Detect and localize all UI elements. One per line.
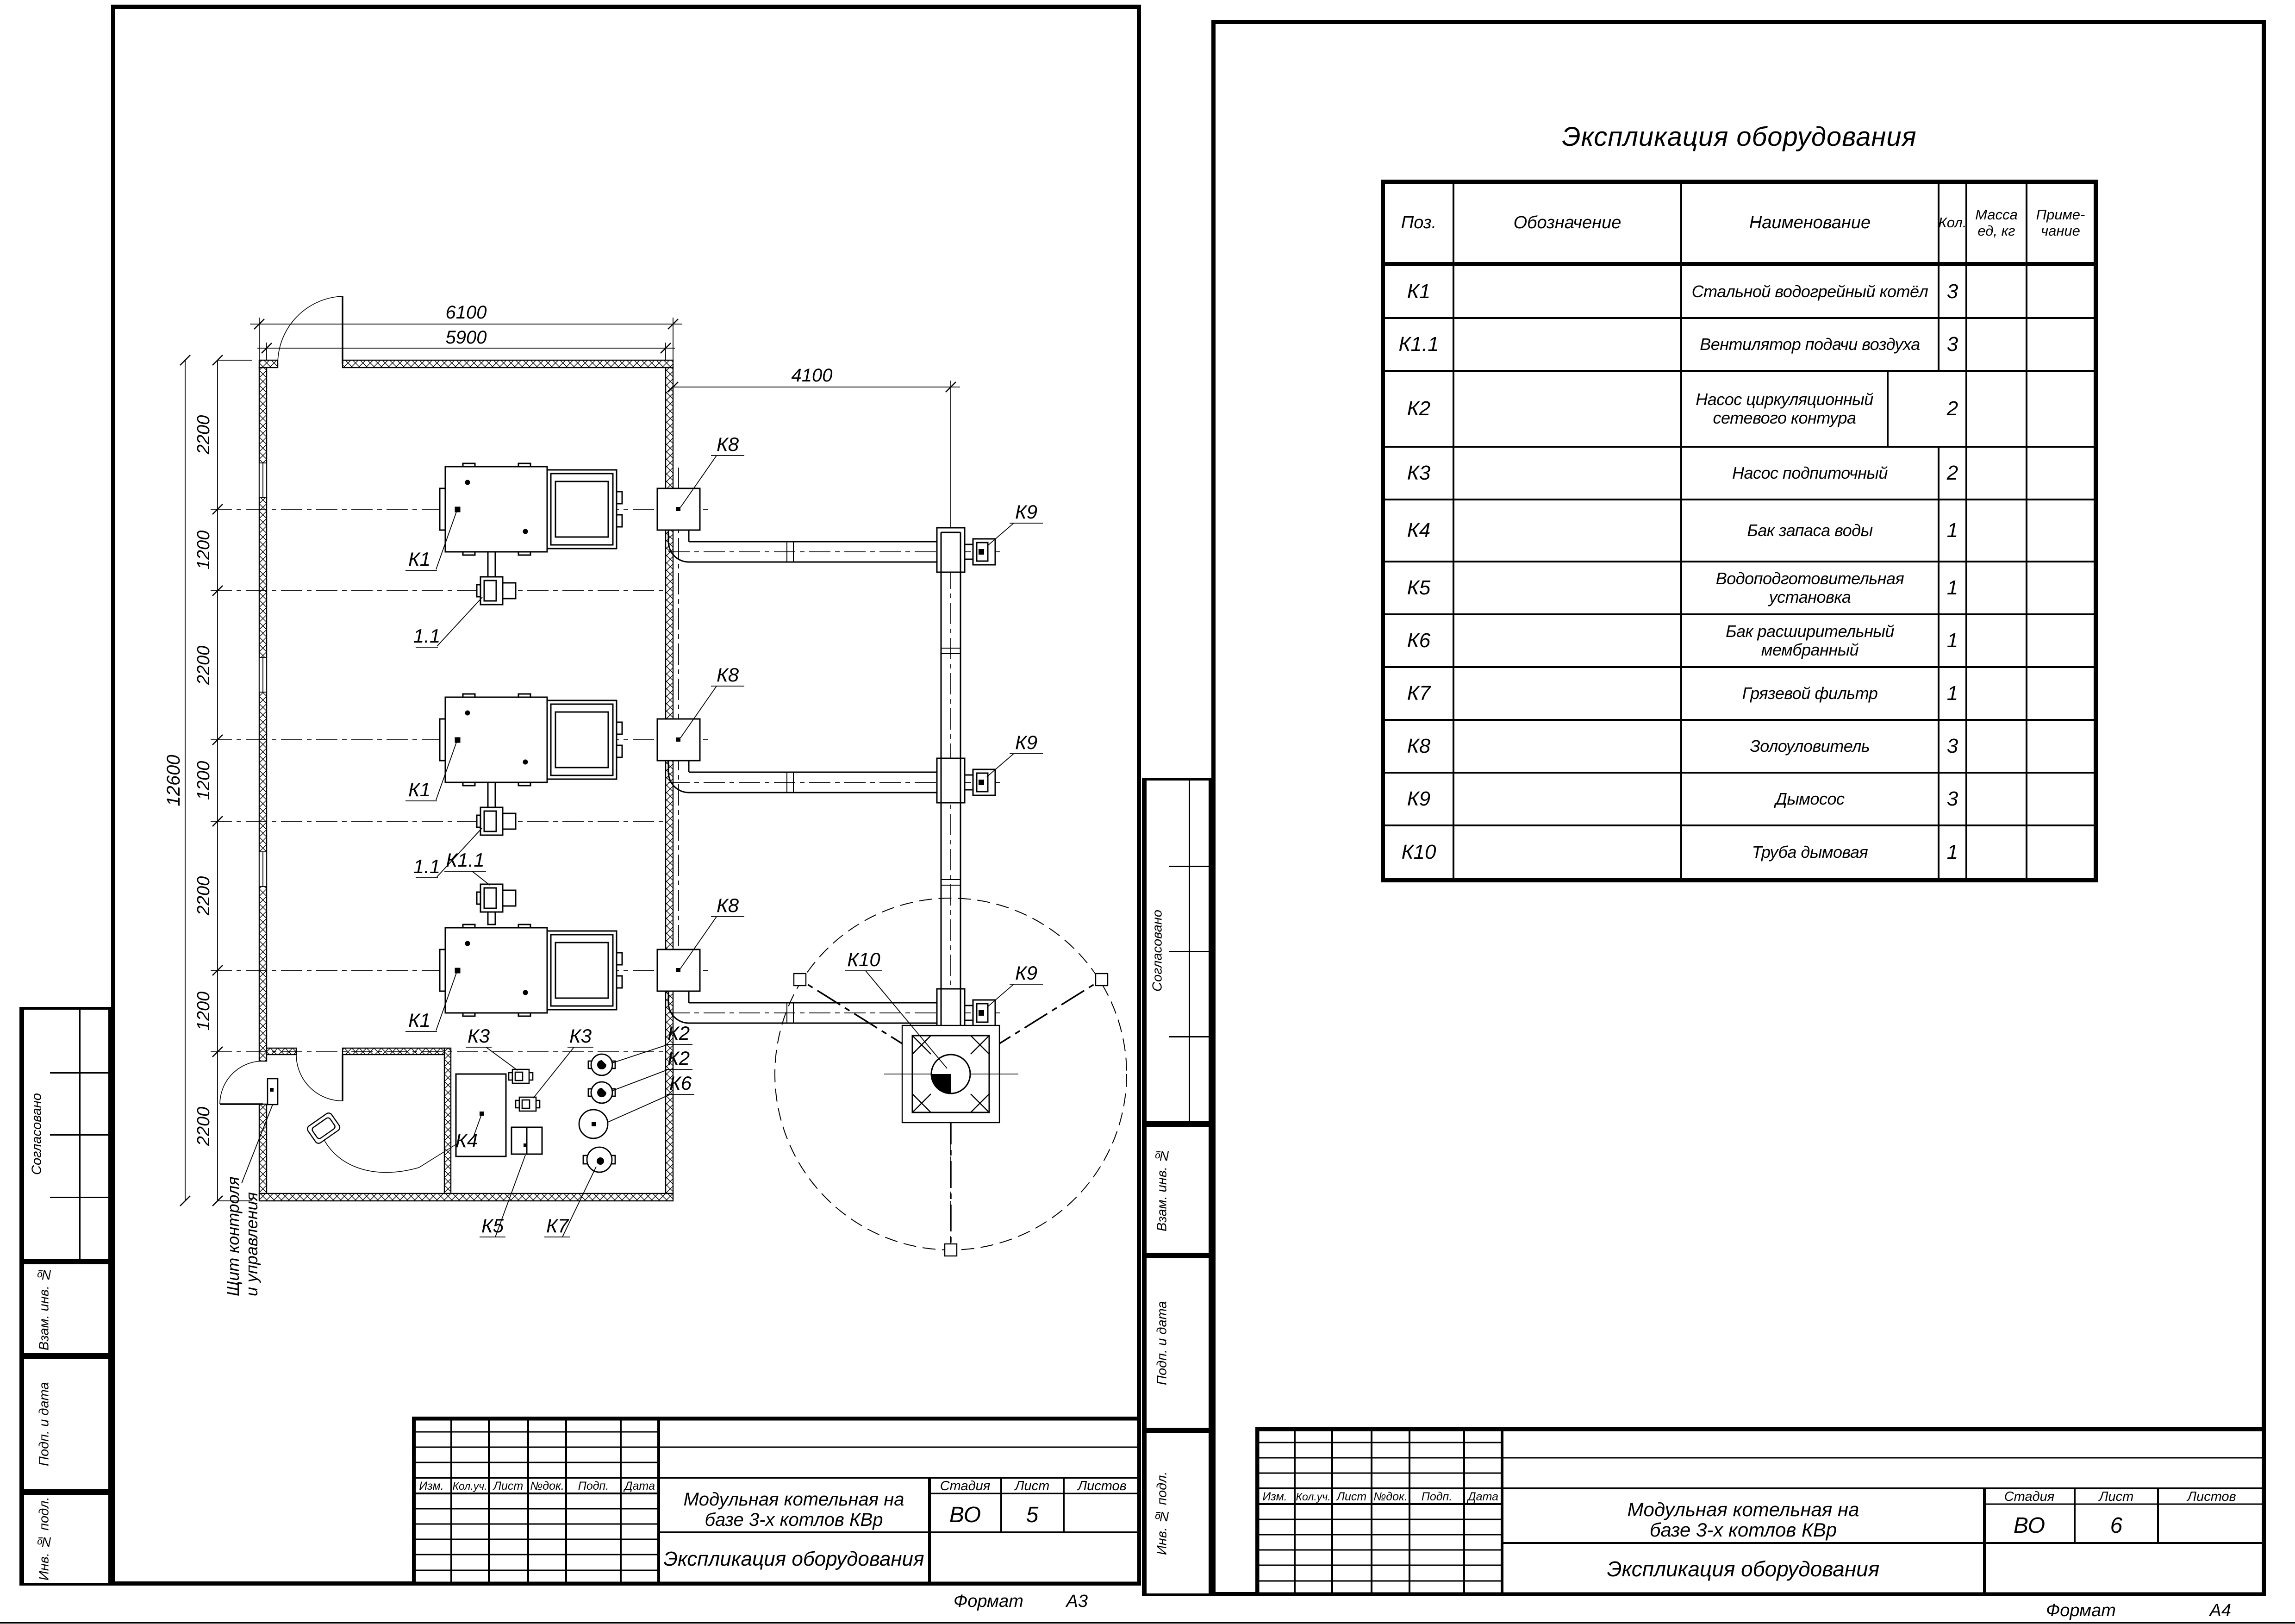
- fan-3: [477, 884, 516, 924]
- boiler-3: [440, 924, 622, 1016]
- stamp-podp-label: Подп. и дата: [1145, 1258, 1178, 1428]
- sheet-number: 5: [1026, 1503, 1039, 1527]
- label-k4: К4: [455, 1130, 478, 1151]
- table-row: К3 Насос подпиточный 2: [1385, 448, 2094, 500]
- col-qty: Кол.: [1940, 184, 1967, 262]
- col-note: Приме- чание: [2036, 206, 2085, 239]
- pump-k2-a: [588, 1054, 615, 1075]
- dim-6100: 6100: [445, 302, 487, 323]
- panel-leader: [242, 1105, 273, 1183]
- rev-col-podp: Подп.: [1421, 1490, 1453, 1503]
- label-k9-2: К9: [1015, 731, 1038, 753]
- stamp-agreed-label: Согласовано: [22, 1010, 50, 1259]
- col-mass: Масса ед, кг: [1967, 184, 2027, 262]
- panel-label-1: Щит контроля: [224, 1176, 243, 1296]
- table-row: К6 Бак расширительный мембранный 1: [1385, 615, 2094, 668]
- stamp-inv-label: Инв. № подл.: [1145, 1433, 1178, 1593]
- rev-col-podp: Подп.: [578, 1480, 609, 1493]
- wtp-k5: [511, 1127, 542, 1154]
- sheet-number: 6: [2110, 1513, 2123, 1538]
- sheets-label: Листов: [2187, 1489, 2236, 1504]
- doc-name: Экспликация оборудования: [1607, 1557, 1880, 1581]
- label-k6: К6: [669, 1072, 692, 1094]
- table-row: К2 Насос циркуляционный сетевого контура 2: [1385, 372, 2094, 448]
- label-fan-3: К1.1: [446, 849, 485, 871]
- format-word: Формат: [954, 1592, 1023, 1611]
- stamp-vzam-label: Взам. инв. №: [1145, 1127, 1178, 1253]
- stage-label: Стадия: [940, 1479, 991, 1493]
- dim-5900: 5900: [445, 327, 487, 348]
- format-value: А4: [2209, 1601, 2231, 1620]
- equipment-table: [1381, 180, 2098, 882]
- table-row: К5 Водоподготовительная установка 1: [1385, 562, 2094, 615]
- hose-line: [324, 1140, 456, 1173]
- label-k1-2: К1: [408, 779, 431, 800]
- table-header-row: [1385, 184, 2094, 266]
- title-block-left: [412, 1417, 1141, 1586]
- dim-seg-4: 1200: [194, 761, 213, 800]
- rev-col-list: Лист: [1336, 1490, 1367, 1503]
- format-value: А3: [1066, 1592, 1088, 1611]
- fan-2: [477, 782, 516, 835]
- rev-col-izm: Изм.: [419, 1480, 444, 1493]
- label-k2-2: К2: [667, 1047, 690, 1069]
- boiler-2: [440, 694, 622, 786]
- sheets-label: Листов: [1078, 1479, 1127, 1493]
- stamp-agreed-label: Согласовано: [1145, 781, 1169, 1121]
- stamp-vzam-right: [1142, 1124, 1211, 1255]
- dim-seg-5: 2200: [194, 876, 213, 916]
- project-line2: базе 3-х котлов КВр: [1649, 1519, 1837, 1541]
- sink: [306, 1112, 341, 1145]
- label-k1-1: К1: [408, 548, 431, 570]
- stamp-podp-label: Подп. и дата: [22, 1359, 65, 1489]
- col-designation: Обозначение: [1454, 184, 1682, 262]
- label-k1-3: К1: [408, 1009, 431, 1031]
- dim-12600: 12600: [163, 755, 184, 806]
- label-k8-3: К8: [716, 894, 739, 916]
- rev-col-dok: №док.: [1373, 1490, 1408, 1503]
- table-row: К8 Золоуловитель 3: [1385, 721, 2094, 774]
- table-row: К1 Стальной водогрейный котёл 3: [1385, 266, 2094, 319]
- format-word: Формат: [2046, 1601, 2116, 1620]
- flue-line-1: [657, 488, 1000, 572]
- table-row: К1.1 Вентилятор подачи воздуха 3: [1385, 319, 2094, 372]
- label-k10: К10: [847, 949, 880, 970]
- stamp-inv-label: Инв. № подл.: [22, 1495, 65, 1583]
- rev-col-data: Дата: [1468, 1490, 1498, 1503]
- flue-line-3: [657, 949, 1000, 1033]
- label-k2-1: К2: [667, 1022, 690, 1044]
- project-line1: Модульная котельная на: [1627, 1499, 1859, 1520]
- table-row: К4 Бак запаса воды 1: [1385, 500, 2094, 562]
- pump-k3-b: [516, 1097, 540, 1111]
- dim-seg-3: 2200: [194, 645, 213, 685]
- doc-name: Экспликация оборудования: [663, 1548, 924, 1570]
- project-line1: Модульная котельная на: [683, 1489, 904, 1510]
- table-row: К10 Труба дымовая 1: [1385, 826, 2094, 878]
- fan-1: [477, 552, 516, 605]
- rev-col-data: Дата: [624, 1480, 655, 1493]
- format-label-right: [2046, 1601, 2231, 1621]
- sheet-label: Лист: [2099, 1489, 2134, 1504]
- label-fan-1: 1.1: [413, 625, 441, 647]
- label-k8-2: К8: [716, 664, 739, 686]
- rev-col-izm: Изм.: [1262, 1490, 1287, 1503]
- stamp-agreed-grid: [1169, 781, 1209, 1121]
- label-k7: К7: [546, 1215, 569, 1237]
- label-k5: К5: [481, 1215, 504, 1237]
- dim-seg-6: 1200: [194, 991, 213, 1031]
- pump-k2-b: [588, 1082, 615, 1103]
- stage-value: ВО: [2013, 1513, 2046, 1538]
- table-row: К7 Грязевой фильтр 1: [1385, 668, 2094, 721]
- rev-col-koluch: Кол.уч.: [452, 1480, 487, 1492]
- chimney: [884, 1025, 1018, 1123]
- dim-seg-2: 1200: [194, 530, 213, 570]
- rev-col-koluch: Кол.уч.: [1296, 1491, 1331, 1503]
- label-fan-2: 1.1: [413, 856, 441, 877]
- stamp-vzam-label: Взам. инв. №: [22, 1264, 65, 1353]
- stamp-agreed-right: [1142, 778, 1211, 1124]
- stamp-inv-right: [1142, 1430, 1211, 1596]
- door-room: [296, 1055, 343, 1101]
- label-k3-2: К3: [569, 1025, 592, 1047]
- table-row: К9 Дымосос 3: [1385, 774, 2094, 826]
- dim-seg-1: 2200: [194, 415, 213, 455]
- title-block-right: [1255, 1427, 2266, 1596]
- stamp-podp-right: [1142, 1255, 1211, 1430]
- col-pos: Поз.: [1385, 184, 1454, 262]
- pump-k3-a: [509, 1069, 533, 1083]
- col-name: Наименование: [1682, 184, 1940, 262]
- dim-4100: 4100: [791, 365, 833, 386]
- sheet-label: Лист: [1015, 1479, 1050, 1493]
- boiler-1: [440, 463, 622, 555]
- stage-value: ВО: [949, 1503, 981, 1527]
- filter-k7: [583, 1147, 615, 1172]
- rev-col-dok: №док.: [530, 1480, 564, 1493]
- spec-table-title: Экспликация оборудования: [1562, 121, 1917, 152]
- dim-seg-7: 2200: [194, 1106, 213, 1146]
- door-left: [220, 1061, 263, 1104]
- rev-col-list: Лист: [493, 1480, 524, 1493]
- label-k8-1: К8: [716, 433, 739, 455]
- label-k3-1: К3: [467, 1025, 490, 1047]
- door-top: [278, 296, 343, 364]
- paper-bottom-edge: [0, 1622, 2295, 1624]
- label-k9-3: К9: [1015, 962, 1038, 984]
- control-panel: [268, 1079, 278, 1105]
- exp-tank-k6: [579, 1110, 608, 1138]
- project-line2: базе 3-х котлов КВр: [705, 1510, 883, 1530]
- label-k9-1: К9: [1015, 501, 1038, 523]
- panel-label-2: и управления: [242, 1192, 261, 1296]
- flue-line-2: [657, 719, 1000, 803]
- stage-label: Стадия: [2004, 1489, 2055, 1504]
- format-label-left: [954, 1592, 1088, 1612]
